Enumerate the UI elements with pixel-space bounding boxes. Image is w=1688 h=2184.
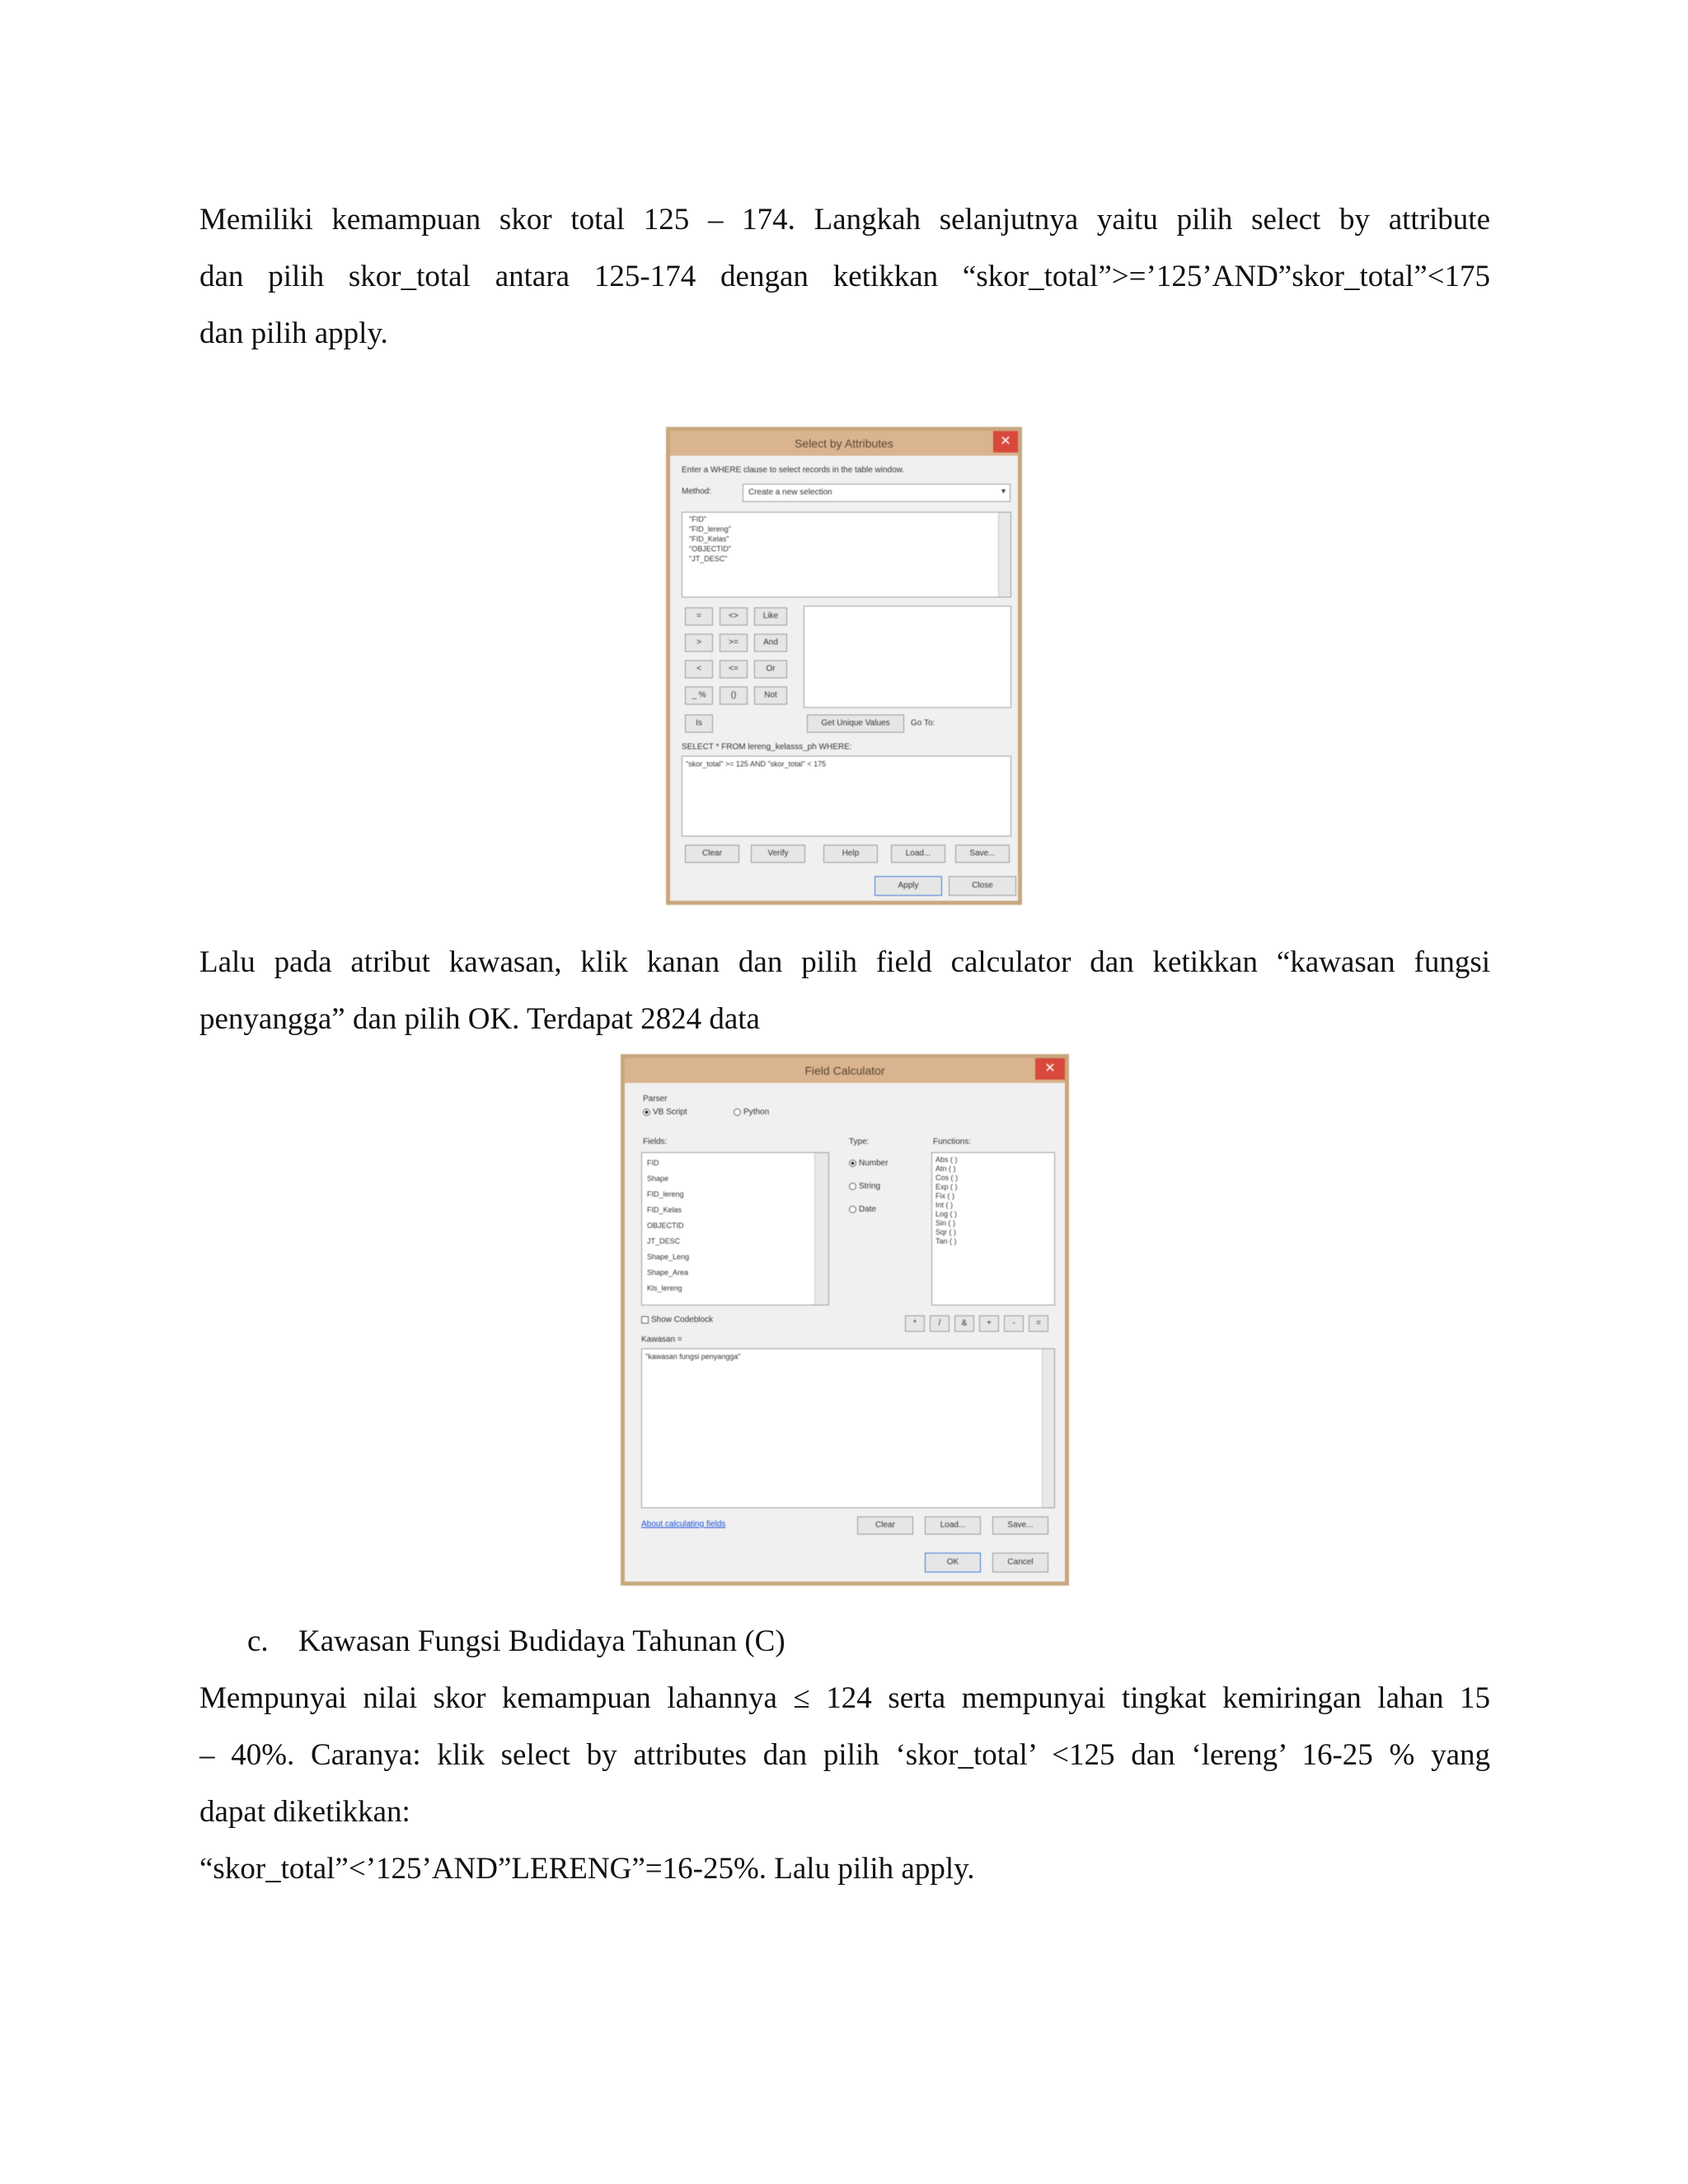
operator-button: And: [754, 634, 787, 652]
operator-button: Not: [754, 687, 787, 705]
scrollbar: [1042, 1349, 1054, 1507]
list-item: Sqr ( ): [935, 1228, 957, 1236]
list-item: FID_lereng: [647, 1190, 684, 1198]
radio: [849, 1183, 856, 1190]
operator-button: >: [685, 634, 713, 652]
operator-button: (): [720, 687, 748, 705]
type-date-option: [849, 1205, 876, 1214]
list-item: "FID_lereng": [689, 525, 731, 533]
operator-button: <: [685, 660, 713, 678]
type-string-label: String: [859, 1182, 881, 1191]
apply-button: Apply: [874, 876, 942, 896]
paragraph-line: Lalu pada atribut kawasan, klik kanan dan pilih field calculator dan ketikkan “kawasan fungsi: [199, 945, 1490, 979]
list-item: JT_DESC: [647, 1237, 681, 1245]
scrollbar: [814, 1153, 828, 1305]
list-item: "OBJECTID": [689, 545, 731, 553]
parser-python-option: [734, 1108, 769, 1117]
list-item: "FID": [689, 515, 706, 523]
type-string-option: [849, 1182, 880, 1191]
fields-list: [641, 1152, 829, 1305]
chevron-down-icon: ▾: [1001, 487, 1006, 496]
target-field-label: Kawasan =: [641, 1335, 682, 1344]
go-to-label: Go To:: [911, 719, 935, 728]
operator-button: *: [905, 1315, 925, 1332]
instruction-text: Enter a WHERE clause to select records in the table window.: [682, 466, 905, 475]
paragraph-line: dan pilih skor_total antara 125-174 dengan ketikkan “skor_total”>=’125’AND”skor_total”<175: [199, 260, 1490, 293]
close-button: Close: [949, 876, 1016, 896]
type-label: Type:: [849, 1137, 870, 1146]
paragraph-line: dan pilih apply.: [199, 316, 388, 350]
dialog-title: Select by Attributes: [670, 431, 1018, 456]
functions-list: [931, 1152, 1055, 1305]
operator-button: =: [1029, 1315, 1048, 1332]
operator-button: =: [685, 607, 713, 626]
dialog-title: Field Calculator: [625, 1058, 1065, 1083]
close-icon: ✕: [1035, 1058, 1065, 1080]
paragraph-line: Memiliki kemampuan skor total 125 – 174. Langkah selanjutnya yaitu pilih select by attribute: [199, 203, 1490, 237]
list-item: Fix ( ): [935, 1192, 954, 1200]
paragraph-line: “skor_total”<’125’AND”LERENG”=16-25%. Lalu pilih apply.: [199, 1852, 975, 1886]
list-item: Shape_Area: [647, 1268, 689, 1277]
parser-python-label: Python: [743, 1108, 770, 1117]
operator-button: /: [930, 1315, 950, 1332]
operator-button: >=: [720, 634, 748, 652]
clear-button: Clear: [685, 845, 739, 863]
get-unique-values-button: Get Unique Values: [807, 715, 904, 733]
type-date-label: Date: [859, 1205, 877, 1214]
method-select: [743, 484, 1010, 502]
ok-button: OK: [925, 1553, 981, 1572]
expression-box: [641, 1348, 1055, 1508]
select-from-label: SELECT * FROM lereng_kelasss_ph WHERE:: [682, 743, 852, 752]
list-item: Tan ( ): [935, 1237, 957, 1245]
field-items: [689, 514, 731, 564]
list-item: Log ( ): [935, 1210, 958, 1218]
expression-text: "kawasan fungsi penyangga": [645, 1352, 741, 1361]
list-item-text: Kawasan Fungsi Budidaya Tahunan (C): [298, 1624, 785, 1658]
list-item: Shape_Leng: [647, 1253, 690, 1261]
fields-list: [682, 512, 1011, 598]
expression-text: "skor_total" >= 125 AND "skor_total" < 175: [686, 760, 827, 768]
verify-button: Verify: [751, 845, 805, 863]
list-item: Cos ( ): [935, 1174, 958, 1182]
load-button: Load...: [925, 1516, 981, 1535]
field-calculator-screenshot: [621, 1054, 1069, 1586]
fields-label: Fields:: [643, 1137, 668, 1146]
parser-label: Parser: [643, 1094, 668, 1104]
help-button: Help: [823, 845, 878, 863]
paragraph-line: Mempunyai nilai skor kemampuan lahannya ≤ 124 serta mempunyai tingkat kemiringan lahan 15: [199, 1681, 1490, 1715]
parser-vb-label: VB Script: [653, 1108, 687, 1117]
list-item: Sin ( ): [935, 1219, 956, 1227]
expression-box: [682, 756, 1011, 837]
type-number-label: Number: [859, 1159, 889, 1168]
operator-button: <>: [720, 607, 748, 626]
operator-button: Or: [754, 660, 787, 678]
radio: [849, 1206, 856, 1213]
show-codeblock-option: [641, 1315, 713, 1324]
function-items: [935, 1155, 958, 1246]
show-codeblock-label: Show Codeblock: [651, 1315, 714, 1324]
method-value: Create a new selection: [748, 488, 832, 497]
save-button: Save...: [955, 845, 1010, 863]
parser-vb-option: [643, 1108, 687, 1117]
list-item: Kls_lereng: [647, 1284, 682, 1292]
list-item: Exp ( ): [935, 1183, 958, 1191]
list-item-c: [247, 1613, 785, 1670]
list-item: Abs ( ): [935, 1155, 958, 1164]
select-by-attributes-screenshot: [666, 427, 1022, 905]
operator-button: -: [1004, 1315, 1024, 1332]
cancel-button: Cancel: [992, 1553, 1048, 1572]
list-item: Shape: [647, 1174, 669, 1183]
list-item: FID: [647, 1159, 659, 1167]
list-item: Atn ( ): [935, 1165, 956, 1173]
operator-button: Like: [754, 607, 787, 626]
about-calculating-fields-link: About calculating fields: [641, 1520, 726, 1529]
unique-values-list: [804, 606, 1011, 708]
functions-label: Functions:: [933, 1137, 972, 1146]
radio-selected: [643, 1108, 650, 1116]
paragraph-line: dapat diketikkan:: [199, 1795, 410, 1829]
list-item: FID_Kelas: [647, 1206, 682, 1214]
save-button: Save...: [992, 1516, 1048, 1535]
list-item: "FID_Kelas": [689, 535, 729, 543]
operator-button: <=: [720, 660, 748, 678]
load-button: Load...: [891, 845, 945, 863]
operator-button: _ %: [685, 687, 713, 705]
operator-button: Is: [685, 715, 713, 733]
list-item: "JT_DESC": [689, 555, 728, 563]
list-item: OBJECTID: [647, 1221, 684, 1230]
field-items: [647, 1155, 689, 1296]
radio-selected: [849, 1160, 856, 1167]
paragraph-line: – 40%. Caranya: klik select by attributes dan pilih ‘skor_total’ <125 dan ‘lereng’ 16-25 % yang: [199, 1738, 1490, 1772]
checkbox: [641, 1316, 649, 1324]
scrollbar: [998, 513, 1010, 597]
close-icon: ✕: [993, 431, 1018, 452]
radio: [734, 1108, 741, 1116]
list-item: Int ( ): [935, 1201, 954, 1209]
paragraph-line: penyangga” dan pilih OK. Terdapat 2824 data: [199, 1002, 760, 1036]
list-marker: c.: [247, 1624, 269, 1658]
method-label: Method:: [682, 487, 712, 496]
clear-button: Clear: [857, 1516, 913, 1535]
operator-button: &: [954, 1315, 974, 1332]
type-number-option: [849, 1159, 889, 1168]
operator-button: +: [979, 1315, 999, 1332]
